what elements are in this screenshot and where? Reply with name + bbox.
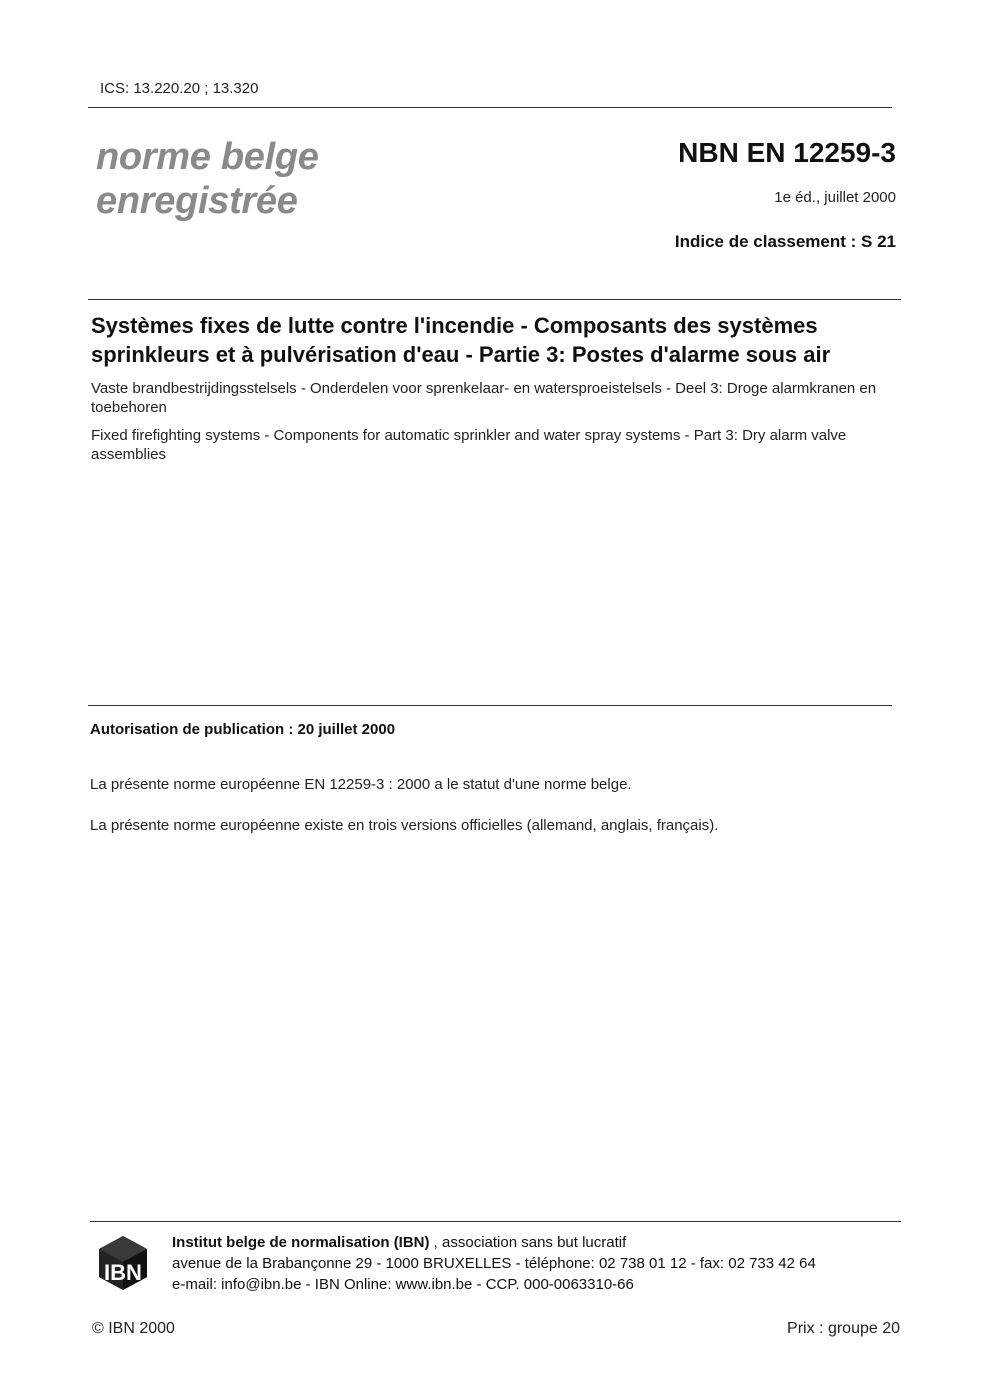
footer-rule — [90, 1221, 901, 1222]
institute-info — [172, 1232, 816, 1295]
norm-type-line2: enregistrée — [96, 180, 298, 222]
logo-text: IBN — [104, 1260, 142, 1285]
publication-authorisation: Autorisation de publication : 20 juillet 2000 — [90, 721, 396, 738]
classification-index: Indice de classement : S 21 — [674, 232, 896, 251]
institute-address: avenue de la Brabançonne 29 - 1000 BRUXELLES - téléphone: 02 738 01 12 - fax: 02 733 42 64 — [172, 1255, 816, 1272]
edition: 1e éd., juillet 2000 — [774, 189, 896, 206]
status-paragraph: La présente norme européenne EN 12259-3 : 2000 a le statut d'une norme belge. — [90, 776, 632, 793]
ibn-logo-icon — [97, 1234, 149, 1292]
institute-line — [172, 1232, 816, 1253]
norm-id: NBN EN 12259-3 — [678, 137, 896, 168]
copyright: © IBN 2000 — [92, 1320, 175, 1337]
title-french: Systèmes fixes de lutte contre l'incendie - Composants des systèmes sprinkleurs et à pulvérisation d'eau - Partie 3: Postes d'alarme sous air — [91, 313, 831, 367]
price-group: Prix : groupe 20 — [787, 1320, 900, 1337]
title-dutch: Vaste brandbestrijdingsstelsels - Onderdelen voor sprenkelaar- en watersproeistelsels - Deel 3: Droge alarmkranen en toebehoren — [91, 380, 877, 416]
versions-paragraph: La présente norme européenne existe en trois versions officielles (allemand, anglais, français). — [90, 817, 719, 834]
ics-code: ICS: 13.220.20 ; 13.320 — [100, 80, 259, 97]
body-rule — [88, 705, 892, 706]
institute-contact: e-mail: info@ibn.be - IBN Online: www.ibn.be - CCP. 000-0063310-66 — [172, 1276, 634, 1293]
norm-type-line1: norme belge — [96, 136, 319, 178]
title-rule — [88, 299, 901, 300]
institute-name: Institut belge de normalisation (IBN) — [172, 1234, 430, 1251]
institute-suffix: , association sans but lucratif — [429, 1234, 627, 1251]
header-rule — [88, 107, 892, 108]
norm-type — [96, 135, 319, 223]
title-english: Fixed firefighting systems - Components for automatic sprinkler and water spray systems - Part 3: Dry alarm valve assemblies — [91, 427, 847, 463]
